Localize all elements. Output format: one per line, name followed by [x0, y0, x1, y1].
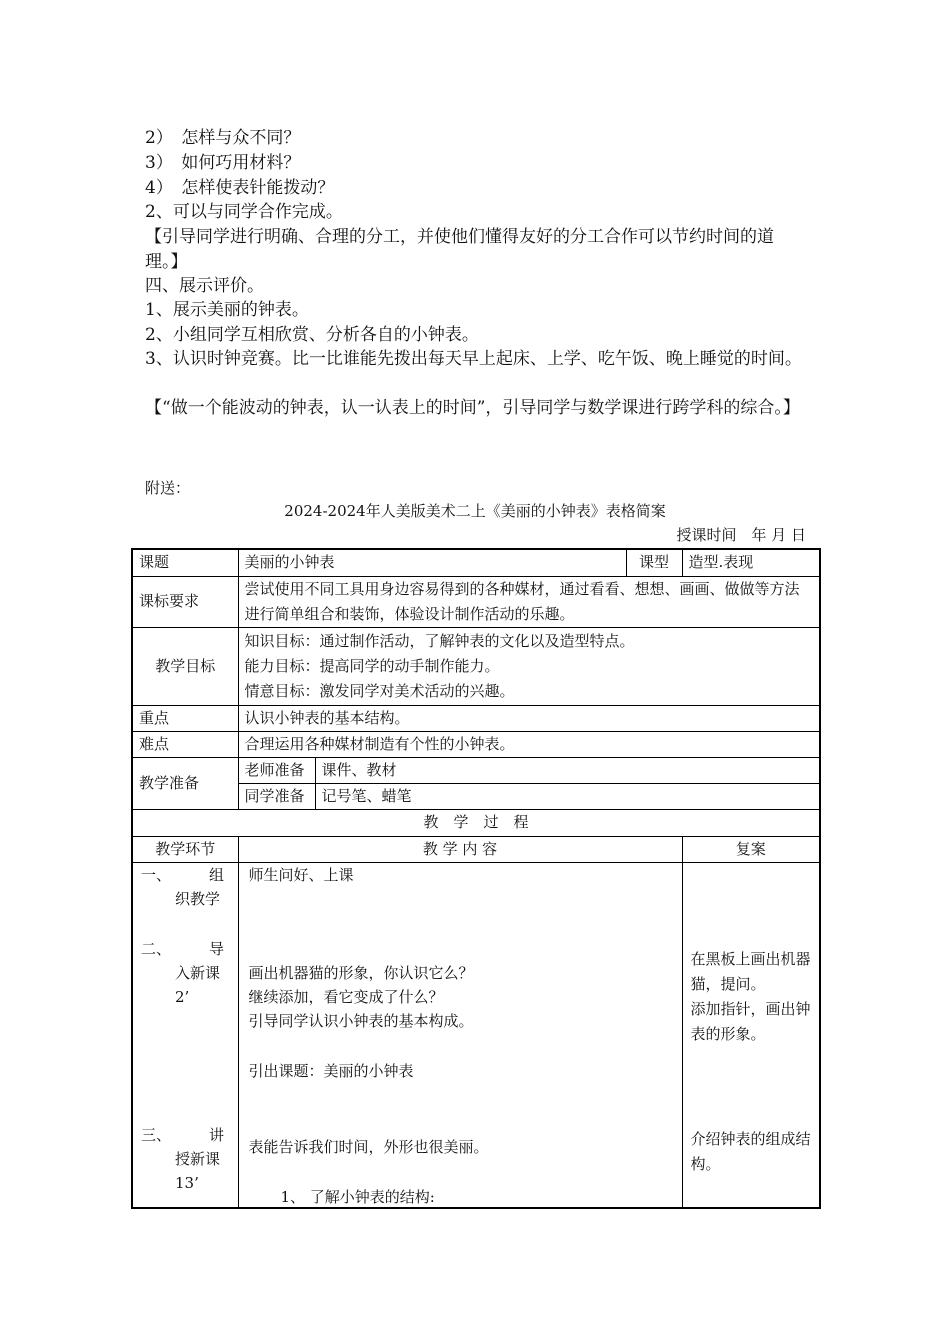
intro-line-8: 2、小组同学互相欣赏、分析各自的小钟表。	[145, 325, 479, 345]
stage1-char: 组	[209, 865, 225, 884]
stage1-rest: 织教学	[175, 889, 221, 908]
student-prep-value: 记号笔、蜡笔	[315, 783, 820, 809]
doc-title: 2024-2024年人美版美术二上《美丽的小钟表》表格简案	[284, 502, 666, 520]
stage3-number: 三、	[141, 1125, 172, 1144]
goal-ability: 能力目标：提高同学的动手制作能力。	[244, 656, 500, 675]
goal-emotion: 情意目标：激发同学对美术活动的兴趣。	[244, 681, 515, 700]
type-label: 课型	[626, 549, 682, 576]
topic-label: 课题	[132, 549, 238, 576]
content-line-6: 表能告诉我们时间，外形也很美丽。	[248, 1137, 489, 1156]
content-line-1: 师生问好、上课	[248, 865, 354, 884]
topic-value: 美丽的小钟表	[238, 549, 626, 576]
col-stage-header: 教学环节	[132, 836, 238, 862]
standard-label: 课标要求	[132, 576, 238, 627]
difficult-label: 难点	[132, 731, 238, 757]
goal-knowledge: 知识目标：通过制作活动，了解钟表的文化以及造型特点。	[244, 631, 635, 650]
intro-line-4: 2、可以与同学合作完成。	[145, 202, 343, 222]
intro-line-1: 2） 怎样与众不同？	[145, 128, 301, 148]
process-header: 教 学 过 程	[132, 809, 820, 836]
col-content-header: 教 学 内 容	[238, 836, 682, 862]
stage1-number: 一、	[141, 865, 172, 884]
stage3-rest: 授新课	[175, 1149, 221, 1168]
stage3-char: 讲	[209, 1125, 225, 1144]
teacher-prep-label: 老师准备	[238, 757, 315, 783]
intro-line-10: 【“做一个能波动的钟表，认一认表上的时间”，引导同学与数学课进行跨学科的综合。】	[145, 398, 800, 418]
stage2-char: 导	[209, 939, 225, 958]
content-line-2: 画出机器猫的形象，你认识它么？	[248, 963, 474, 982]
intro-line-6: 四、展示评价。	[145, 276, 264, 296]
note-1: 在黑板上画出机器猫，提问。	[690, 949, 811, 993]
intro-line-2: 3） 如何巧用材料？	[145, 153, 301, 173]
note-2: 添加指针，画出钟表的形象。	[690, 999, 811, 1043]
content-column	[238, 862, 682, 1208]
stage2-time: 2’	[175, 987, 190, 1006]
content-line-4: 引导同学认识小钟表的基本构成。	[248, 1011, 474, 1030]
class-time: 授课时间 年 月 日	[676, 526, 806, 544]
note-3: 介绍钟表的组成结构。	[690, 1129, 811, 1173]
intro-line-5: 【引导同学进行明确、合理的分工，并使他们懂得友好的分工合作可以节约时间的道理。】	[145, 227, 774, 272]
lesson-plan-table	[131, 548, 821, 1209]
intro-line-9: 3、认识时钟竞赛。比一比谁能先拨出每天早上起床、上学、吃午饭、晚上睡觉的时间。	[145, 349, 802, 369]
difficult-value: 合理运用各种媒材制造有个性的小钟表。	[238, 731, 820, 757]
intro-line-3: 4） 怎样使表针能拨动？	[145, 178, 335, 198]
goals-label: 教学目标	[132, 627, 238, 705]
type-value: 造型.表现	[682, 549, 820, 576]
col-notes-header: 复案	[682, 836, 820, 862]
stage2-rest: 入新课	[175, 963, 221, 982]
attachment-label: 附送：	[145, 479, 191, 497]
content-line-7: 1、 了解小钟表的结构:	[280, 1187, 435, 1206]
content-line-3: 继续添加，看它变成了什么？	[248, 987, 444, 1006]
stage2-number: 二、	[141, 939, 172, 958]
prep-label: 教学准备	[132, 757, 238, 809]
intro-line-7: 1、展示美丽的钟表。	[145, 300, 309, 320]
student-prep-label: 同学准备	[238, 783, 315, 809]
content-line-5: 引出课题：美丽的小钟表	[248, 1061, 414, 1080]
stage3-time: 13’	[175, 1173, 199, 1192]
key-value: 认识小钟表的基本结构。	[238, 705, 820, 731]
stage-column	[132, 862, 238, 1208]
standard-value: 尝试使用不同工具用身边容易得到的各种媒材，通过看看、想想、画画、做做等方法进行简单组合和装饰，体验设计制作活动的乐趣。	[238, 576, 820, 627]
notes-column	[682, 862, 820, 1208]
goals-cell	[238, 627, 820, 705]
teacher-prep-value: 课件、教材	[315, 757, 820, 783]
key-label: 重点	[132, 705, 238, 731]
